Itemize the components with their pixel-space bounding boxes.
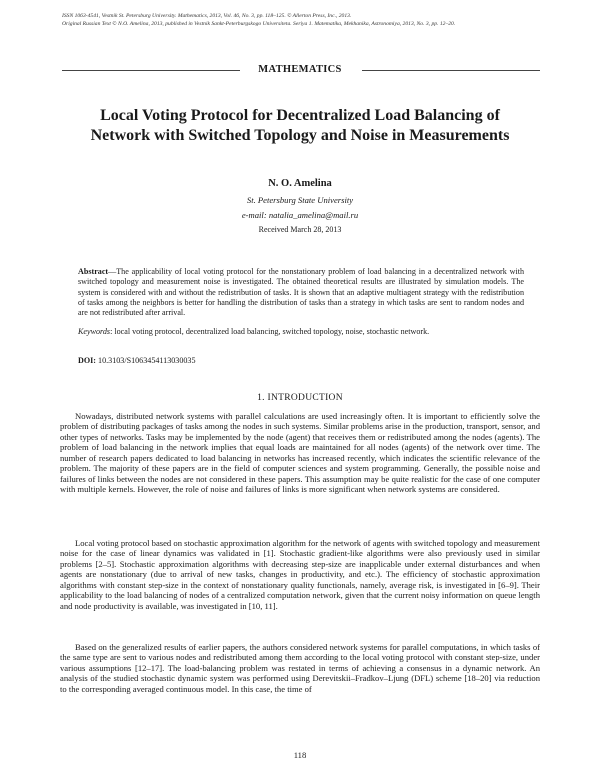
introduction-heading: 1. INTRODUCTION [257,393,343,403]
doi-value: 10.3103/S1063454113030035 [96,356,196,365]
article-title: Local Voting Protocol for Decentralized Load Balancing of Network with Switched Topology and Noise in Measurements [90,107,510,144]
intro-paragraph-1: Nowadays, distributed network systems with parallel calculations are used increasingly often. It is important to efficiently solve the problem of distributing packages of tasks among the nodes in such systems. Similar problems arise in the production, transport, sensor, and other types of networks. Tasks may be implemented by the node (agent) that receives them or redistributed among the nodes (agents). The problem of load balancing in the network implies that equal loads are maintained for all nodes (agents) of the network over time. The number of research papers dedicated to load balancing in networks has increased recently, which indicates the scientific relevance of the problem. The majority of these papers are in the field of computer sciences and system programming. Generally, the possible noise and failures of links between the nodes are not considered in these papers. This assumption may be quite realistic for the case of one computer with multiple kernels. However, the role of noise and failures of links is more significant when network systems are considered. [60,411,540,495]
keywords [78,327,524,337]
page-number: 118 [293,750,307,760]
section-label: MATHEMATICS [258,64,342,75]
intro-paragraph-2: Local voting protocol based on stochastic approximation algorithm for the network of agents with switched topology and measurement noise for the case of linear dynamics was validated in [1]. Stochastic gradient-like algorithms were also previously used in similar problems [2–5]. Stochastic approximation algorithms with decreasing step-size are inapplicable under external disturbances and when agents are nonstationary (due to arrival of new tasks, changes in productivity, and etc.). The efficiency of stochastic approximation algorithms with constant step-size in the context of nonstationary quality functionals, namely, average risk, is investigated in [6–9]. Their applicability to the load balancing of nodes of a centralized computation network, given that the current noisy information on queue length and node productivity is available, was investigated in [10, 11]. [60,538,540,611]
author-name: N. O. Amelina [268,178,332,189]
author-email: e-mail: natalia_amelina@mail.ru [241,210,359,220]
section-rule-right [362,70,540,71]
doi-label: DOI: [78,356,96,365]
doi [78,356,196,365]
intro-paragraph-3: Based on the generalized results of earlier papers, the authors considered network systems for parallel computations, in which tasks of the same type are sent to various nodes and redistributed among them according to the local voting protocol with constant step-size, under various assumptions [12–17]. The load-balancing problem was restated in terms of achieving a consensus in a dynamic network. An analysis of the studied stochastic dynamic system was performed using Derevitskii–Fradkov–Ljung (DFL) scheme [18–20] via reduction to the corresponding averaged continuous model. In this case, the time of [60,642,540,694]
abstract-dash: — [108,267,117,276]
abstract-label: Abstract [78,267,109,276]
abstract [78,267,524,318]
keywords-label: Keywords [78,327,111,336]
journal-citation-line: ISSN 1063-4541, Vestnik St. Petersburg University. Mathematics, 2013, Vol. 46, No. 3, pp. 118–125. © Allerton Press, Inc., 2013. [62,13,352,19]
abstract-text: The applicability of local voting protocol for the nonstationary problem of load balancing in a decentralized network with switched topology and measurement noise is investigated. The obtained theoretical results are illustrated by simulation models. The system is considered with and without the redistribution of tasks. It is shown that an adaptive multiagent strategy with the redistribution of tasks among the neighbors is better for handling the distribution of tasks than a strategy in which tasks are sent to random nodes and are not redistributed after arrival. [78,267,524,318]
author-affiliation: St. Petersburg State University [246,195,354,205]
keywords-text: : local voting protocol, decentralized load balancing, switched topology, noise, stochastic network. [110,327,430,336]
received-date: Received March 28, 2013 [258,225,342,234]
original-text-line: Original Russian Text © N.O. Amelina, 2013, published in Vestnik Sankt-Peterburgskogo Universiteta. Seriya 1. Matematika, Mekhanika, Astronomiya, 2013, No. 3, pp. 12–20. [62,21,456,27]
